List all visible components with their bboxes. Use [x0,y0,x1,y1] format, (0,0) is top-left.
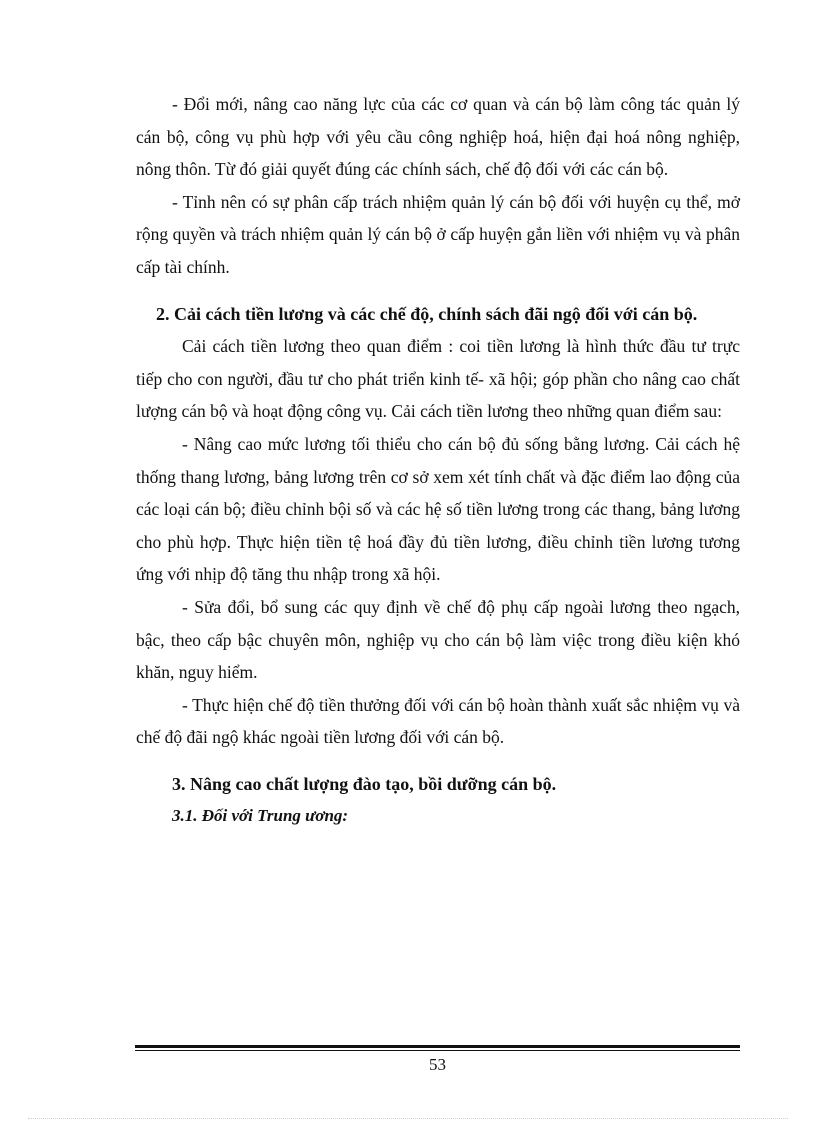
paragraph-bonus-regime: - Thực hiện chế độ tiền thưởng đối với cán bộ hoàn thành xuất sắc nhiệm vụ và chế độ đãi ngộ khác ngoài tiền lương đối với cán bộ. [136,694,740,748]
paragraph-cadre-management-reform: - Đổi mới, nâng cao năng lực của các cơ quan và cán bộ làm công tác quản lý cán bộ, công vụ phù hợp với yêu cầu công nghiệp hoá, hiện đại hoá nông nghiệp, nông thôn. Từ đó giải quyết đúng các chính sách, chế độ đối với các cán bộ. [136,94,740,180]
paragraph-allowances: - Sửa đổi, bổ sung các quy định về chế độ phụ cấp ngoài lương theo ngạch, bậc, theo cấp bậc chuyên môn, nghiệp vụ cho cán bộ làm việc trong điều kiện khó khăn, nguy hiểm. [136,596,740,683]
subsection-heading-central: 3.1. Đối với Trung ương: [172,806,349,826]
paragraph-salary-reform-viewpoint: Cải cách tiền lương theo quan điểm : coi tiền lương là hình thức đầu tư trực tiếp cho con người, đầu tư cho phát triển kinh tế- xã hội; góp phần cho nâng cao chất lượng cán bộ và hoạt động công vụ. Cải cách tiền lương theo những quan điểm sau: [136,336,740,422]
page-bottom-dotted-edge [28,1118,788,1119]
page-number: 53 [429,1055,446,1074]
footer-rule-thin [135,1050,740,1051]
document-body [136,88,740,832]
section-heading-salary-reform: 2. Cải cách tiền lương và các chế độ, chính sách đãi ngộ đối với cán bộ. [156,303,698,324]
section-heading-training: 3. Nâng cao chất lượng đào tạo, bồi dưỡng cán bộ. [172,773,557,794]
paragraph-province-decentralization: - Tỉnh nên có sự phân cấp trách nhiệm quản lý cán bộ đối với huyện cụ thể, mở rộng quyền và trách nhiệm quản lý cán bộ ở cấp huyện gắn liền với nhiệm vụ và phân cấp tài chính. [136,191,740,277]
paragraph-minimum-wage: - Nâng cao mức lương tối thiểu cho cán bộ đủ sống bằng lương. Cải cách hệ thống thang lương, bảng lương trên cơ sở xem xét tính chất và đặc điểm lao động của các loại cán bộ; điều chỉnh bội số và các hệ số tiền lương trong các thang, bảng lương cho phù hợp. Thực hiện tiền tệ hoá đầy đủ tiền lương, điều chỉnh tiền lương tương ứng với nhịp độ tăng thu nhập trong xã hội. [136,433,740,585]
footer-rule-thick [135,1045,740,1048]
